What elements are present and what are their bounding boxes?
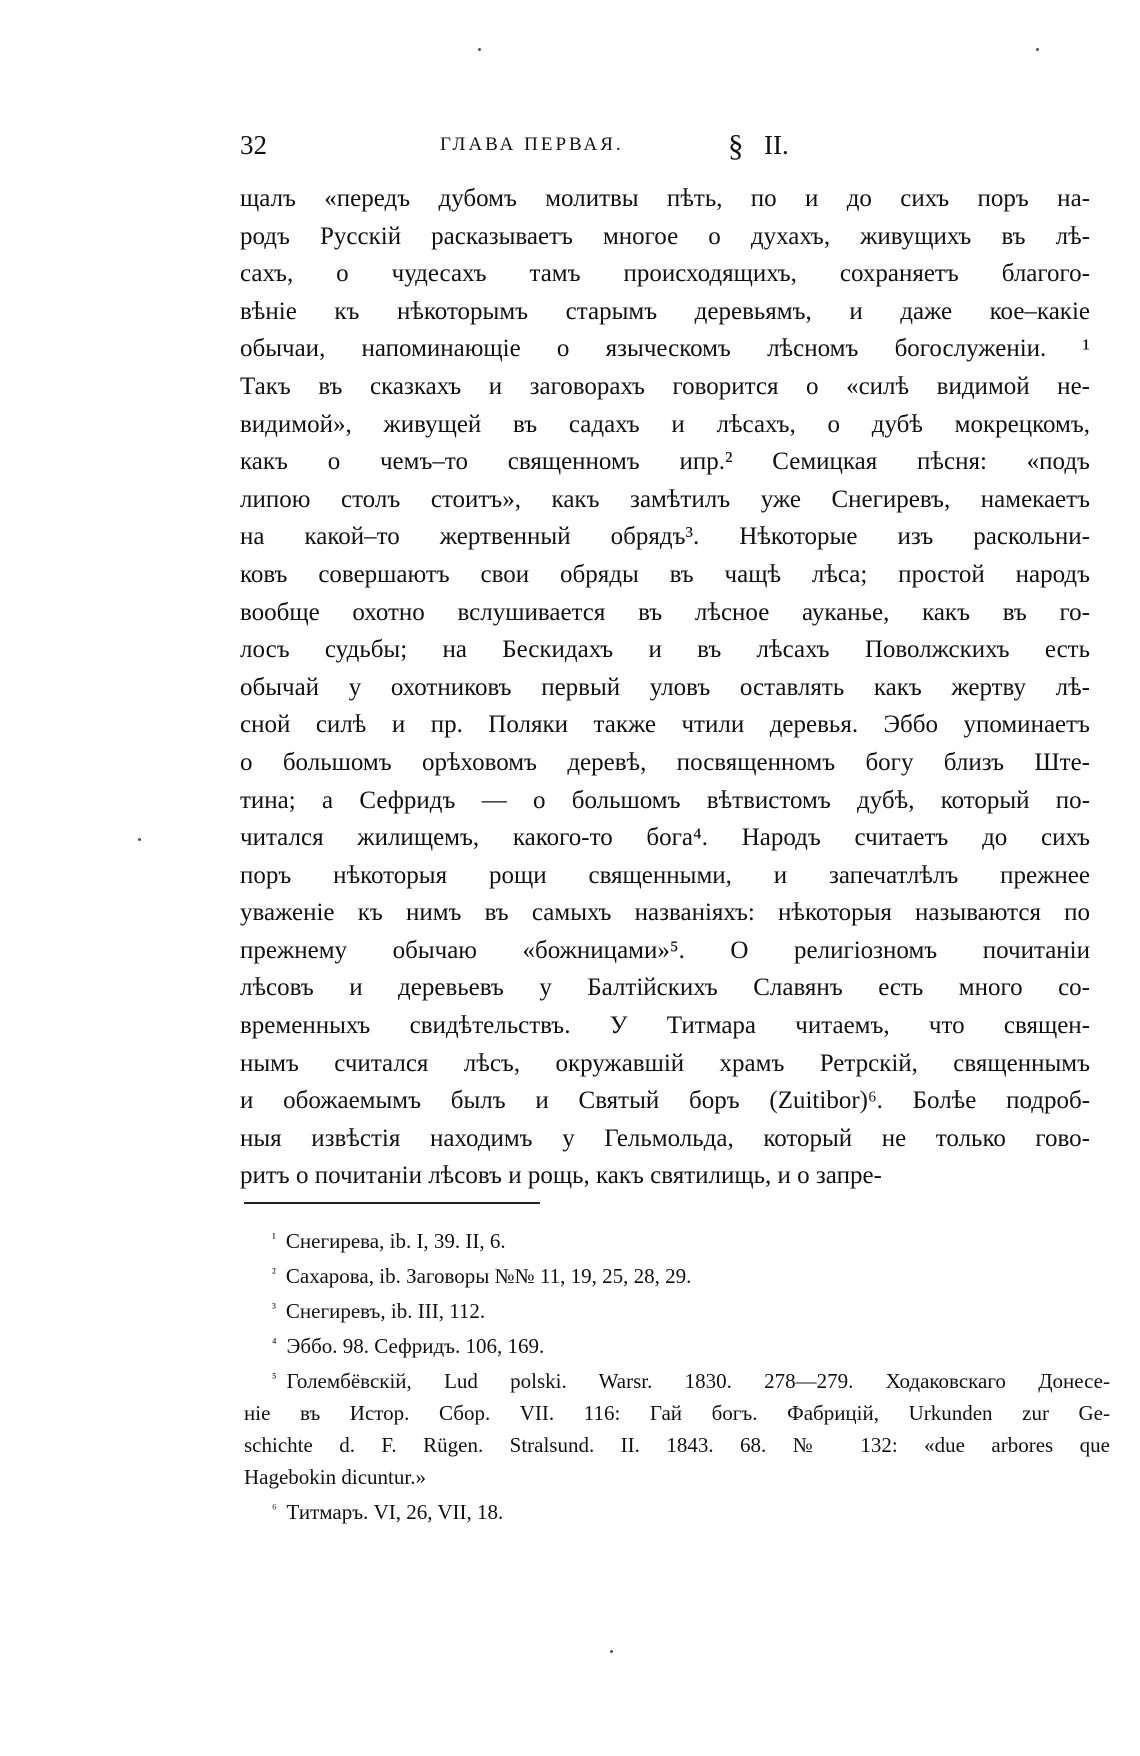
text-line: ковъ совершаютъ свои обряды въ чащѣ лѣса; простой народъ: [240, 560, 1090, 588]
scan-speck: [138, 838, 141, 841]
section-sign: §: [728, 128, 744, 163]
text-line: Такъ въ сказкахъ и заговорахъ говорится о «силѣ видимой не-: [240, 372, 1090, 400]
footnote-marker: ²: [272, 1265, 276, 1280]
footnote-text: Эббо. 98. Сефридъ. 106, 169.: [286, 1334, 545, 1358]
footnote-5-line-3: schichte d. F. Rügen. Stralsund. II. 1843. 68. № 132: «due arbores que: [244, 1433, 1110, 1457]
text-line: о большомъ орѣховомъ деревѣ, посвященномъ богу близъ Ште-: [240, 748, 1090, 776]
text-line: лосъ судьбы; на Бескидахъ и въ лѣсахъ Поволжскихъ есть: [240, 636, 1090, 664]
text-line: нымъ считался лѣсъ, окружавшій храмъ Ретрскій, священнымъ: [240, 1049, 1090, 1077]
text-line: какъ о чемъ–то священномъ ипр.² Семицкая пѣсня: «подъ: [240, 448, 1090, 476]
scan-speck: [478, 48, 481, 51]
text-line: видимой», живущей въ садахъ и лѣсахъ, о дубѣ мокрецкомъ,: [240, 410, 1090, 438]
text-line: сахъ, о чудесахъ тамъ происходящихъ, сохраняетъ благого-: [240, 260, 1090, 288]
footnote-3: [244, 1292, 1110, 1327]
text-line: обычай у охотниковъ первый уловъ оставлять какъ жертву лѣ-: [240, 673, 1090, 701]
footnote-text: Сахарова, ib. Заговоры №№ 11, 19, 25, 28, 29.: [285, 1264, 692, 1288]
footnote-6: [244, 1493, 1110, 1528]
text-line: тина; а Сефридъ — о большомъ вѣтвистомъ дубѣ, который по-: [240, 786, 1090, 814]
text-line: щалъ «передъ дубомъ молитвы пѣть, по и до сихъ поръ на-: [240, 185, 1090, 212]
footnote-marker: ⁴: [272, 1335, 277, 1350]
scan-speck: [1036, 48, 1039, 51]
footnote-marker: ¹: [272, 1230, 276, 1245]
footnote-rule: [244, 1202, 540, 1204]
text-line: липою столъ стоитъ», какъ замѣтилъ уже Снегиревъ, намекаетъ: [240, 485, 1090, 513]
section-number: II.: [764, 130, 789, 160]
footnotes: [244, 1222, 1110, 1528]
footnote-text: Снегирева, ib. I, 39. II, 6.: [285, 1229, 506, 1253]
footnote-marker: ⁵: [272, 1370, 277, 1385]
text-line: вообще охотно вслушивается въ лѣсное ауканье, какъ въ го-: [240, 598, 1090, 626]
footnote-5: [244, 1362, 1110, 1397]
text-line: прежнему обычаю «божницами»⁵. О религіозномъ почитаніи: [240, 936, 1090, 964]
text-line: родъ Русскій расказываетъ многое о духахъ, живущихъ въ лѣ-: [240, 222, 1090, 250]
footnote-marker: ⁶: [272, 1501, 277, 1516]
text-line: сной силѣ и пр. Поляки также чтили деревья. Эббо упоминаетъ: [240, 711, 1090, 739]
text-line: ныя извѣстія находимъ у Гельмольда, который не только гово-: [240, 1124, 1090, 1152]
text-line: уваженіе къ нимъ въ самыхъ названіяхъ: нѣкоторыя называются по: [240, 899, 1090, 927]
page-number: 32: [240, 130, 267, 160]
footnote-text: Титмаръ. VI, 26, VII, 18.: [286, 1500, 504, 1524]
footnote-1: [244, 1222, 1110, 1257]
footnote-4: [244, 1327, 1110, 1362]
footnote-5-line-4: Hagebokin dicuntur.»: [244, 1465, 426, 1489]
main-text: [240, 180, 1090, 1195]
footnote-5-line-2: ніе въ Истор. Сбор. VII. 116: Гай богъ. Фабрицій, Urkunden zur Ge-: [244, 1401, 1110, 1425]
text-line: на какой–то жертвенный обрядъ³. Нѣкоторые изъ раскольни-: [240, 523, 1090, 551]
text-line: поръ нѣкоторыя рощи священными, и запечатлѣлъ прежнее: [240, 861, 1090, 889]
footnote-marker: ³: [272, 1300, 276, 1315]
footnote-2: [244, 1257, 1110, 1292]
text-line: читался жилищемъ, какого-то бога⁴. Народъ считаетъ до сихъ: [240, 824, 1090, 852]
text-line: обычаи, напоминающіе о языческомъ лѣсномъ богослуженіи. ¹: [240, 335, 1090, 363]
text-line: и обожаемымъ былъ и Святый боръ (Zuitibor)⁶. Болѣе подроб-: [240, 1087, 1090, 1115]
text-line: вѣніе къ нѣкоторымъ старымъ деревьямъ, и даже кое–какіе: [240, 297, 1090, 325]
scan-speck: [610, 1650, 613, 1653]
text-line: лѣсовъ и деревьевъ у Балтійскихъ Славянъ есть много со-: [240, 974, 1090, 1002]
page-header: [240, 130, 1090, 170]
text-line: временныхъ свидѣтельствъ. У Титмара читаемъ, что священ-: [240, 1012, 1090, 1040]
text-line: ритъ о почитаніи лѣсовъ и рощь, какъ святилищь, и о запре-: [240, 1162, 882, 1190]
running-head: ГЛАВА ПЕРВАЯ.: [440, 134, 624, 155]
footnote-text: Снегиревъ, ib. III, 112.: [285, 1299, 486, 1323]
footnote-text: Голембёвскій, Lud polski. Warsr. 1830. 278—279. Ходаковскаго Донесе-: [286, 1369, 1110, 1393]
